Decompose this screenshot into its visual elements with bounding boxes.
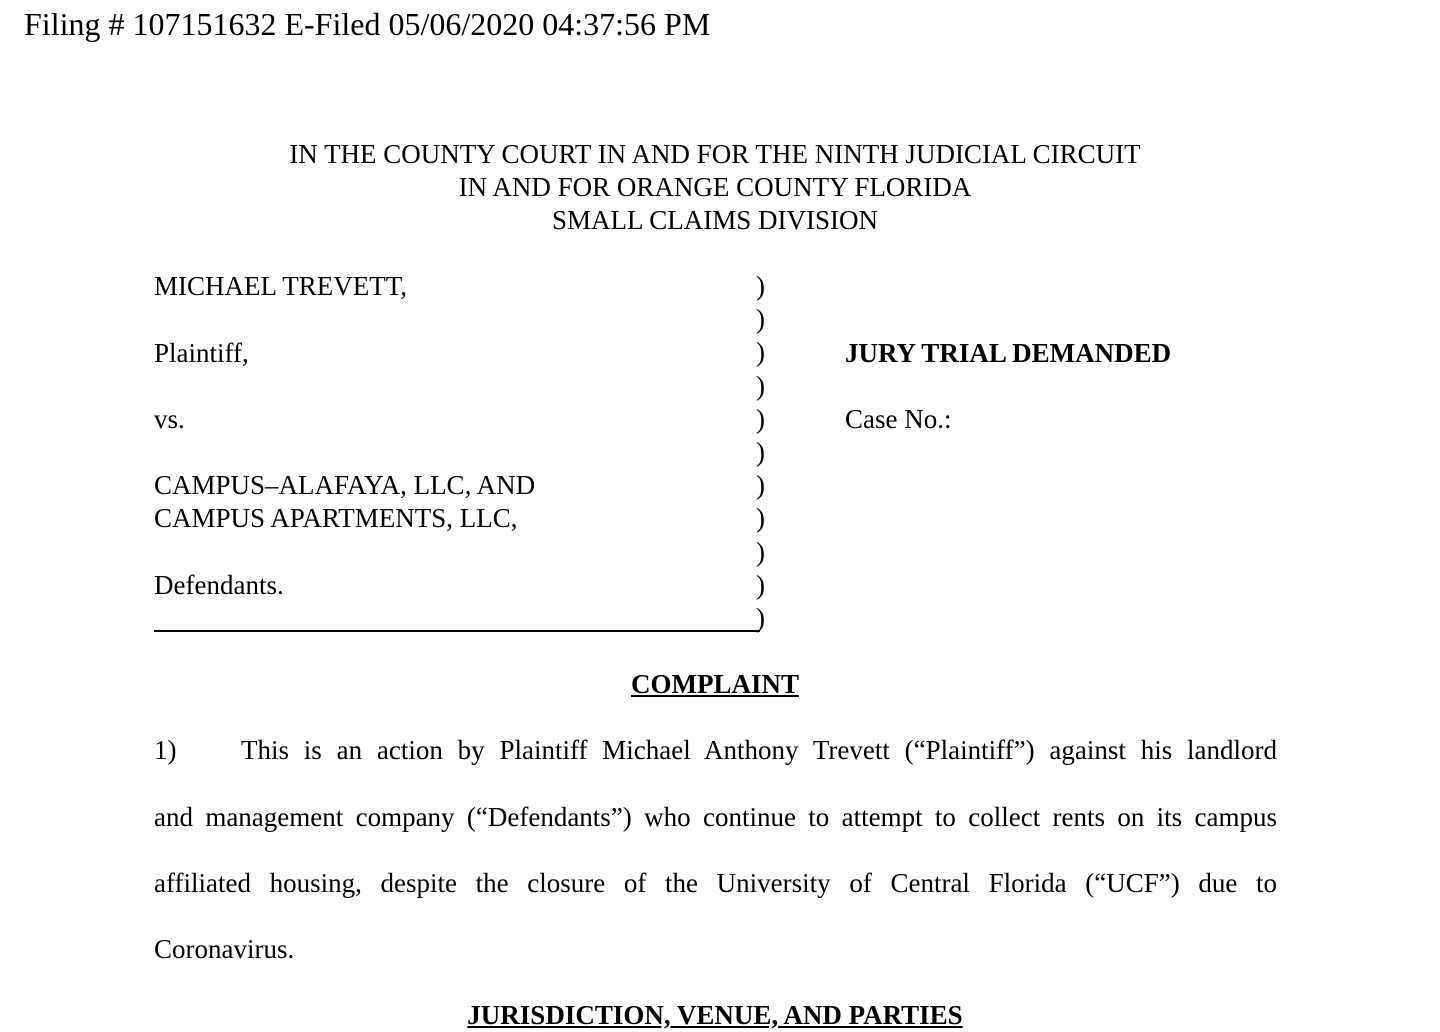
complaint-title: COMPLAINT xyxy=(631,669,799,699)
caption-paren: ) xyxy=(756,370,765,401)
defendant-name-line-2: CAMPUS APARTMENTS, LLC, xyxy=(154,503,518,533)
caption-rule xyxy=(154,630,760,632)
caption-paren: ) xyxy=(756,602,765,633)
paragraph-number: 1) xyxy=(154,735,177,765)
paragraph-1-line-4: Coronavirus. xyxy=(154,934,295,964)
caption-parenthesis-column xyxy=(756,270,765,635)
caption-paren: ) xyxy=(756,503,765,534)
jurisdiction-heading: JURISDICTION, VENUE, AND PARTIES xyxy=(467,1000,963,1030)
caption-paren: ) xyxy=(756,536,765,567)
versus-label: vs. xyxy=(154,404,185,434)
caption-paren: ) xyxy=(756,271,765,301)
filing-header: Filing # 107151632 E-Filed 05/06/2020 04:37:56 PM xyxy=(24,6,711,42)
caption-paren: ) xyxy=(756,569,765,600)
caption-paren: ) xyxy=(756,337,765,368)
court-heading-line-1: IN THE COUNTY COURT IN AND FOR THE NINTH JUDICIAL CIRCUIT xyxy=(289,139,1141,169)
paragraph-1-line-1-text: This is an action by Plaintiff Michael Anthony Trevett (“Plaintiff”) against his landlord xyxy=(241,735,1277,765)
court-heading-line-3: SMALL CLAIMS DIVISION xyxy=(551,205,878,235)
caption-paren: ) xyxy=(756,470,765,501)
defendant-name-line-1: CAMPUS–ALAFAYA, LLC, AND xyxy=(154,470,536,500)
court-heading-line-2: IN AND FOR ORANGE COUNTY FLORIDA xyxy=(458,172,972,202)
caption-paren: ) xyxy=(756,436,765,467)
paragraph-1-line-3: affiliated housing, despite the closure of the University of Central Florida (“UCF”) due to xyxy=(154,868,1277,898)
plaintiff-label: Plaintiff, xyxy=(154,338,249,368)
caption-paren: ) xyxy=(756,403,765,434)
jury-trial-demand: JURY TRIAL DEMANDED xyxy=(845,338,1172,368)
plaintiff-name: MICHAEL TREVETT, xyxy=(154,271,407,301)
defendants-label: Defendants. xyxy=(154,570,284,600)
court-heading xyxy=(0,138,1430,237)
case-number-label: Case No.: xyxy=(845,404,952,434)
paragraph-1-line-1 xyxy=(154,734,1277,767)
caption-paren: ) xyxy=(756,304,765,335)
paragraph-1-line-2: and management company (“Defendants”) who continue to attempt to collect rents on its campus xyxy=(154,802,1277,832)
